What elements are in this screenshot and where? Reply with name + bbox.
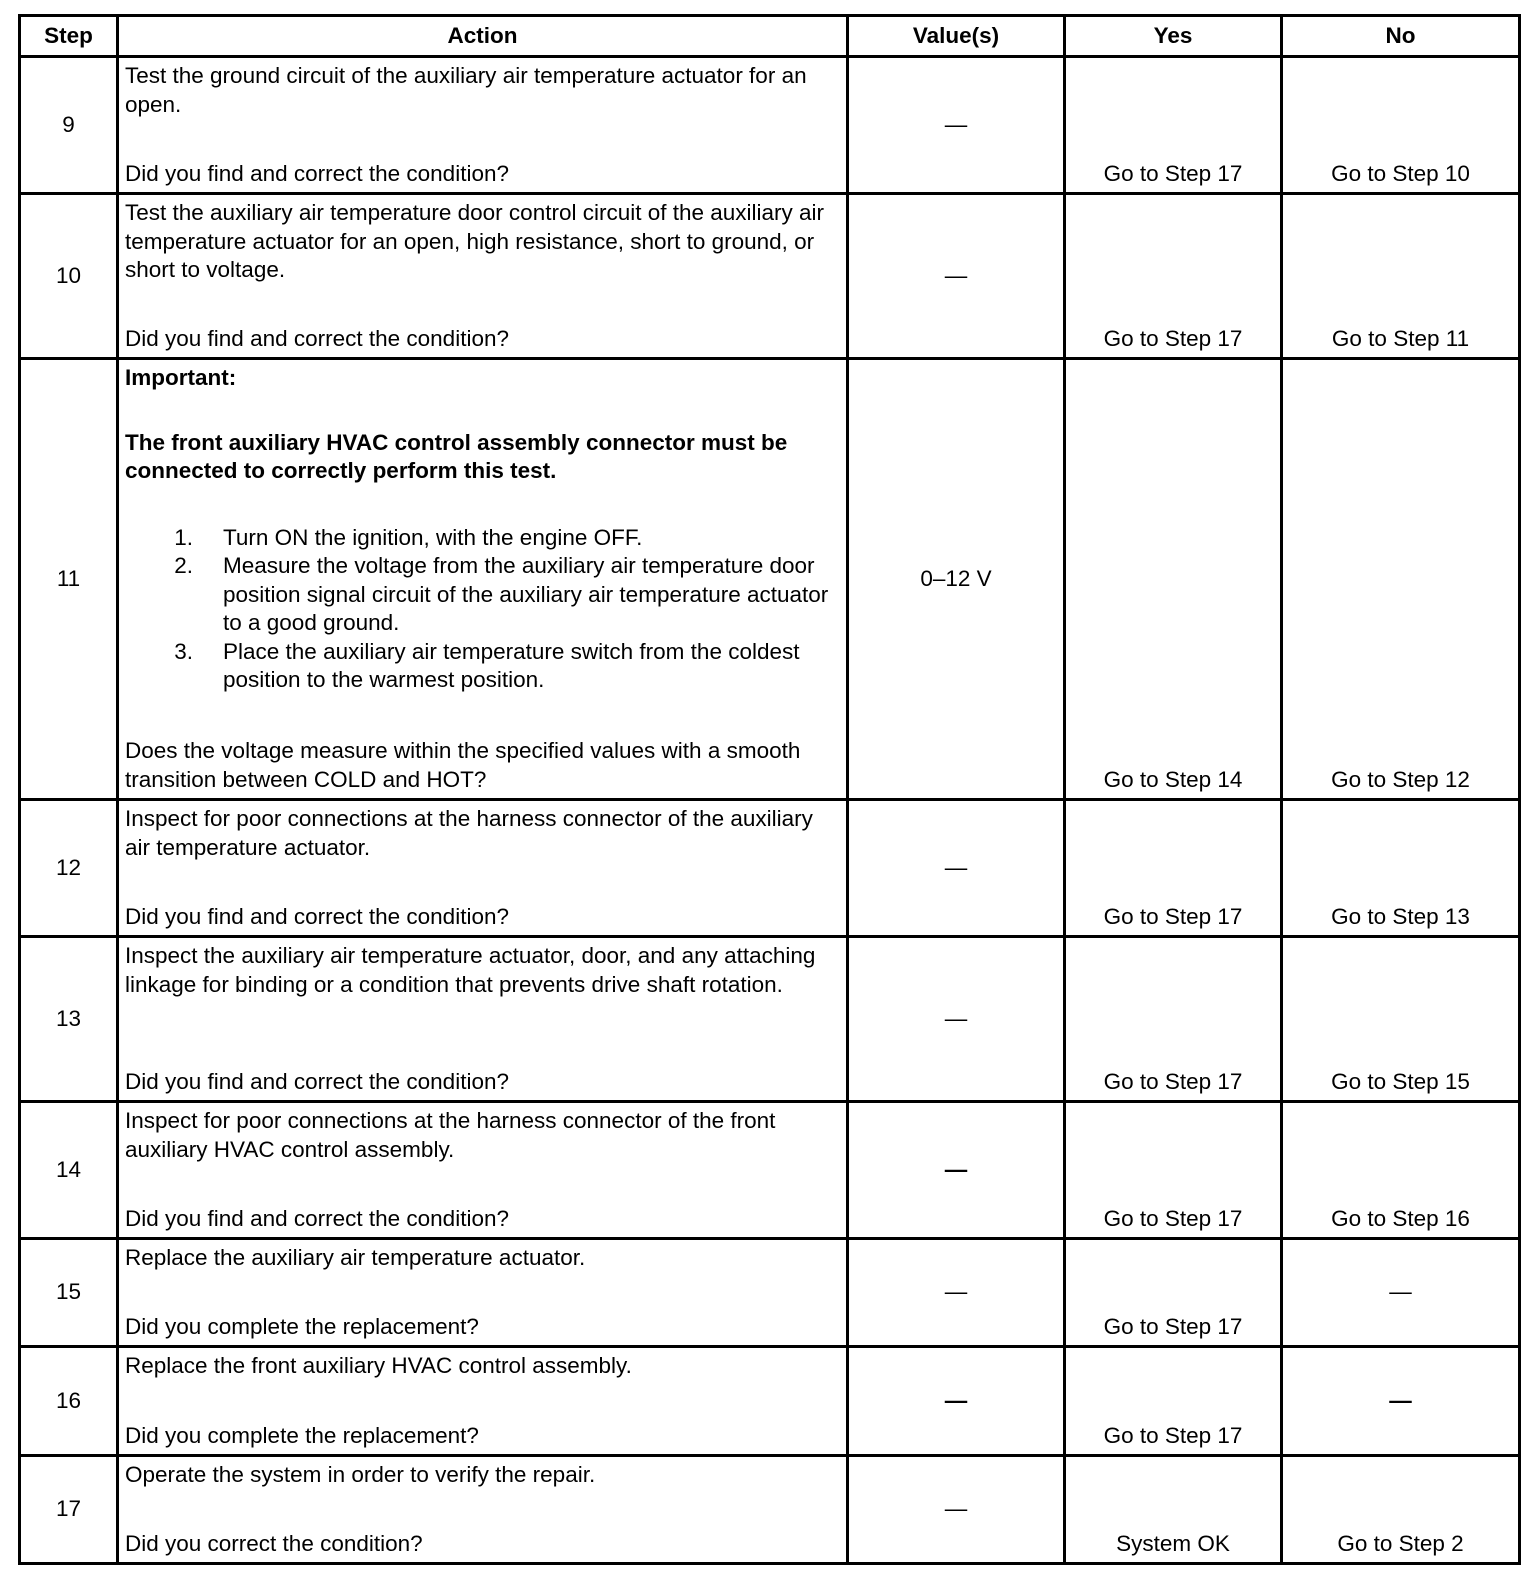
- no-link[interactable]: Go to Step 12: [1282, 359, 1520, 800]
- substep-number: 1.: [174, 524, 193, 550]
- yes-link[interactable]: Go to Step 17: [1065, 800, 1282, 937]
- value-cell: —: [848, 800, 1065, 937]
- action-question: Did you find and correct the condition?: [125, 903, 509, 929]
- diagnostic-table: [18, 14, 1521, 1565]
- table-row-step-12: [20, 800, 1520, 937]
- yes-link[interactable]: Go to Step 17: [1065, 937, 1282, 1102]
- no-link[interactable]: Go to Step 13: [1282, 800, 1520, 937]
- table-row-step-14: [20, 1102, 1520, 1239]
- substep-text: Measure the voltage from the auxiliary air temperature door position signal circuit of the auxiliary air temperature actuator to a good ground.: [223, 553, 829, 635]
- substep-list: [125, 524, 840, 695]
- table-row-step-13: [20, 937, 1520, 1102]
- no-value: —: [1282, 1239, 1520, 1347]
- action-question: Did you complete the replacement?: [125, 1313, 479, 1339]
- no-link[interactable]: Go to Step 16: [1282, 1102, 1520, 1239]
- table-row-step-10: [20, 194, 1520, 359]
- value-cell: 0–12 V: [848, 359, 1065, 800]
- value-cell: —: [848, 194, 1065, 359]
- action-cell: [118, 937, 848, 1102]
- action-text: Test the ground circuit of the auxiliary air temperature actuator for an open.: [125, 63, 807, 117]
- substep-text: Turn ON the ignition, with the engine OFF.: [223, 524, 643, 550]
- yes-link[interactable]: System OK: [1065, 1456, 1282, 1564]
- step-number: 13: [20, 937, 118, 1102]
- action-text: Operate the system in order to verify the repair.: [125, 1462, 596, 1487]
- table-row-step-11: [20, 359, 1520, 800]
- action-cell: [118, 194, 848, 359]
- step-number: 12: [20, 800, 118, 937]
- no-link[interactable]: Go to Step 10: [1282, 57, 1520, 194]
- table-row-step-16: [20, 1347, 1520, 1456]
- action-cell: [118, 57, 848, 194]
- step-number: 16: [20, 1347, 118, 1456]
- step-number: 9: [20, 57, 118, 194]
- header-values: Value(s): [848, 16, 1065, 57]
- yes-link[interactable]: Go to Step 17: [1065, 1102, 1282, 1239]
- list-item: [125, 552, 840, 638]
- value-cell: —: [848, 1456, 1065, 1564]
- action-question: Did you complete the replacement?: [125, 1422, 479, 1448]
- header-action: Action: [118, 16, 848, 57]
- table-row-step-17: [20, 1456, 1520, 1564]
- action-cell: [118, 800, 848, 937]
- action-cell: [118, 1239, 848, 1347]
- important-label: Important:: [125, 365, 237, 390]
- header-step: Step: [20, 16, 118, 57]
- action-question: Did you correct the condition?: [125, 1530, 423, 1556]
- substep-text: Place the auxiliary air temperature switch from the coldest position to the warmest position.: [223, 638, 800, 692]
- table-row-step-15: [20, 1239, 1520, 1347]
- value-cell: —: [848, 57, 1065, 194]
- substep-number: 3.: [174, 638, 193, 664]
- action-text: Test the auxiliary air temperature door control circuit of the auxiliary air temperature actuator for an open, high resistance, short to ground, or short to voltage.: [125, 200, 825, 282]
- action-cell: [118, 1347, 848, 1456]
- header-row: [20, 16, 1520, 57]
- value-cell: —: [848, 937, 1065, 1102]
- step-number: 15: [20, 1239, 118, 1347]
- no-value: —: [1282, 1347, 1520, 1456]
- important-text: The front auxiliary HVAC control assembly connector must be connected to correctly perform this test.: [125, 429, 788, 483]
- action-text: Replace the auxiliary air temperature actuator.: [125, 1245, 586, 1270]
- list-item: [125, 638, 840, 695]
- action-question: Did you find and correct the condition?: [125, 1205, 509, 1231]
- step-number: 14: [20, 1102, 118, 1239]
- step-number: 17: [20, 1456, 118, 1564]
- header-no: No: [1282, 16, 1520, 57]
- list-item: [125, 524, 840, 553]
- table-row-step-9: [20, 57, 1520, 194]
- action-text: Inspect for poor connections at the harness connector of the front auxiliary HVAC control assembly.: [125, 1108, 776, 1162]
- action-question: Did you find and correct the condition?: [125, 325, 509, 351]
- no-link[interactable]: Go to Step 11: [1282, 194, 1520, 359]
- yes-link[interactable]: Go to Step 14: [1065, 359, 1282, 800]
- yes-link[interactable]: Go to Step 17: [1065, 1347, 1282, 1456]
- action-text: Replace the front auxiliary HVAC control assembly.: [125, 1353, 632, 1378]
- action-cell: [118, 1102, 848, 1239]
- action-cell: [118, 1456, 848, 1564]
- substep-number: 2.: [174, 553, 193, 578]
- yes-link[interactable]: Go to Step 17: [1065, 194, 1282, 359]
- no-link[interactable]: Go to Step 2: [1282, 1456, 1520, 1564]
- action-cell: [118, 359, 848, 800]
- action-question: Does the voltage measure within the specified values with a smooth transition between COLD and HOT?: [125, 738, 801, 792]
- action-text: Inspect for poor connections at the harness connector of the auxiliary air temperature actuator.: [125, 806, 813, 860]
- action-text: Inspect the auxiliary air temperature actuator, door, and any attaching linkage for binding or a condition that prevents drive shaft rotation.: [125, 943, 816, 997]
- step-number: 10: [20, 194, 118, 359]
- header-yes: Yes: [1065, 16, 1282, 57]
- value-cell: —: [848, 1347, 1065, 1456]
- no-link[interactable]: Go to Step 15: [1282, 937, 1520, 1102]
- action-question: Did you find and correct the condition?: [125, 1068, 509, 1094]
- step-number: 11: [20, 359, 118, 800]
- value-cell: —: [848, 1239, 1065, 1347]
- yes-link[interactable]: Go to Step 17: [1065, 1239, 1282, 1347]
- yes-link[interactable]: Go to Step 17: [1065, 57, 1282, 194]
- diagnostic-table-container: [18, 14, 1518, 1565]
- action-question: Did you find and correct the condition?: [125, 160, 509, 186]
- value-cell: —: [848, 1102, 1065, 1239]
